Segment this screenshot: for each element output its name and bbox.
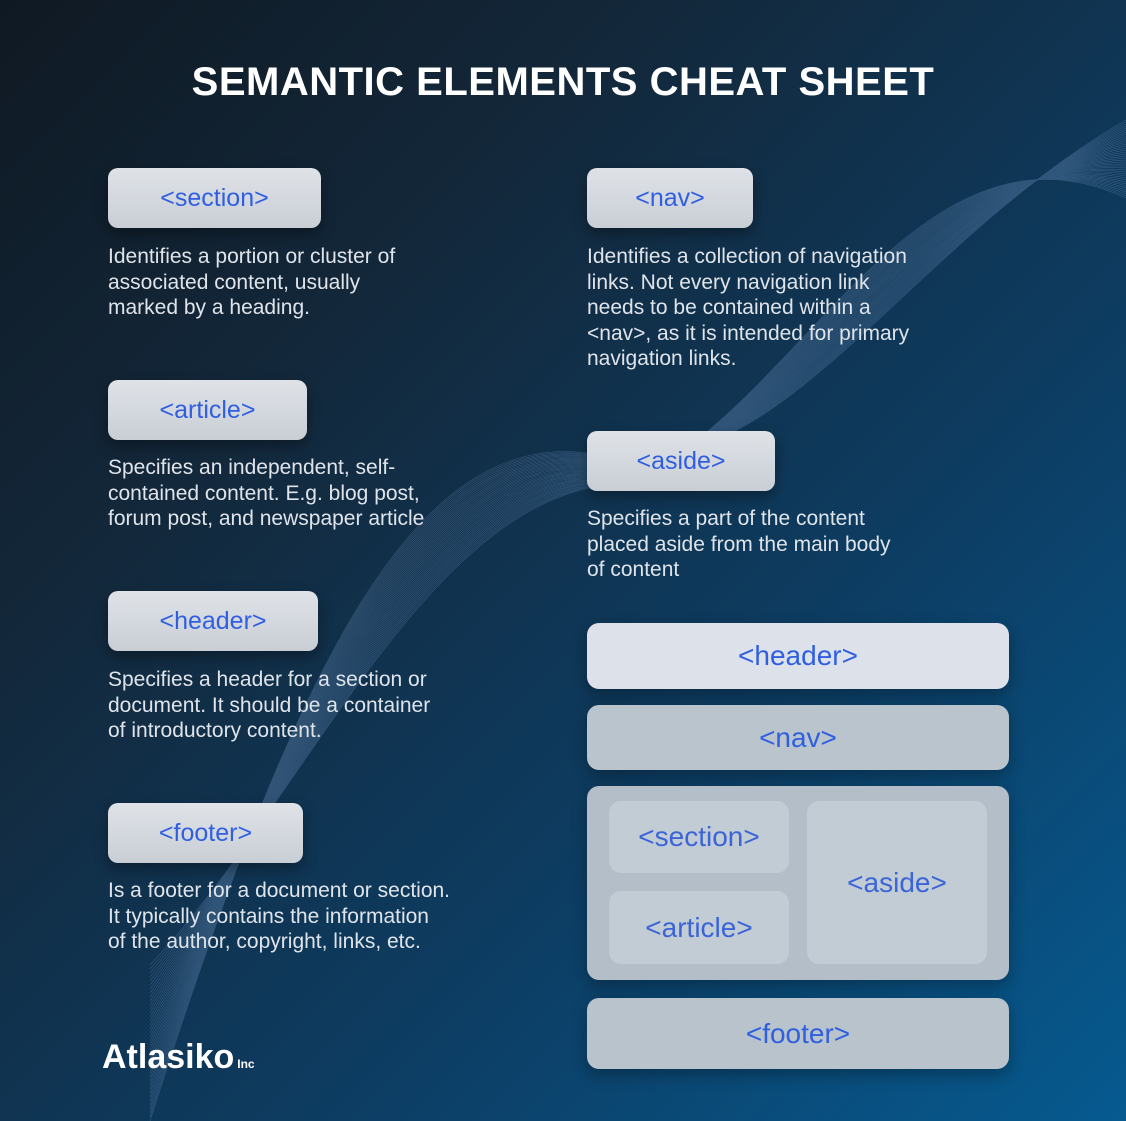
- diagram-article-block: <article>: [609, 891, 789, 964]
- atlasiko-logo: [102, 1038, 255, 1077]
- diagram-aside-block: <aside>: [807, 801, 987, 964]
- header-tag: <header>: [108, 591, 318, 651]
- footer-tag: <footer>: [108, 803, 303, 863]
- section-description: Identifies a portion or cluster of associated content, usually marked by a heading.: [108, 245, 396, 319]
- logo-suffix: Inc: [237, 1057, 255, 1071]
- section-tag: <section>: [108, 168, 321, 228]
- nav-description: Identifies a collection of navigation links. Not every navigation link needs to be contained within a <nav>, as it is intended for primary navigation links.: [587, 245, 910, 370]
- diagram-header-block: <header>: [587, 623, 1009, 689]
- footer-description: Is a footer for a document or section. It typically contains the information of the author, copyright, links, etc.: [108, 879, 451, 953]
- aside-description: Specifies a part of the content placed aside from the main body of content: [587, 507, 891, 581]
- diagram-main-block: [587, 786, 1009, 980]
- diagram-footer-block: <footer>: [587, 998, 1009, 1069]
- diagram-section-block: <section>: [609, 801, 789, 873]
- logo-name: Atlasiko: [102, 1038, 235, 1076]
- header-description: Specifies a header for a section or document. It should be a container of introductory content.: [108, 668, 431, 742]
- article-description: Specifies an independent, self- contained content. E.g. blog post, forum post, and newspaper article: [108, 456, 425, 530]
- aside-tag: <aside>: [587, 431, 775, 491]
- page-title: SEMANTIC ELEMENTS CHEAT SHEET: [191, 60, 935, 104]
- article-tag: <article>: [108, 380, 307, 440]
- nav-tag: <nav>: [587, 168, 753, 228]
- diagram-nav-block: <nav>: [587, 705, 1009, 770]
